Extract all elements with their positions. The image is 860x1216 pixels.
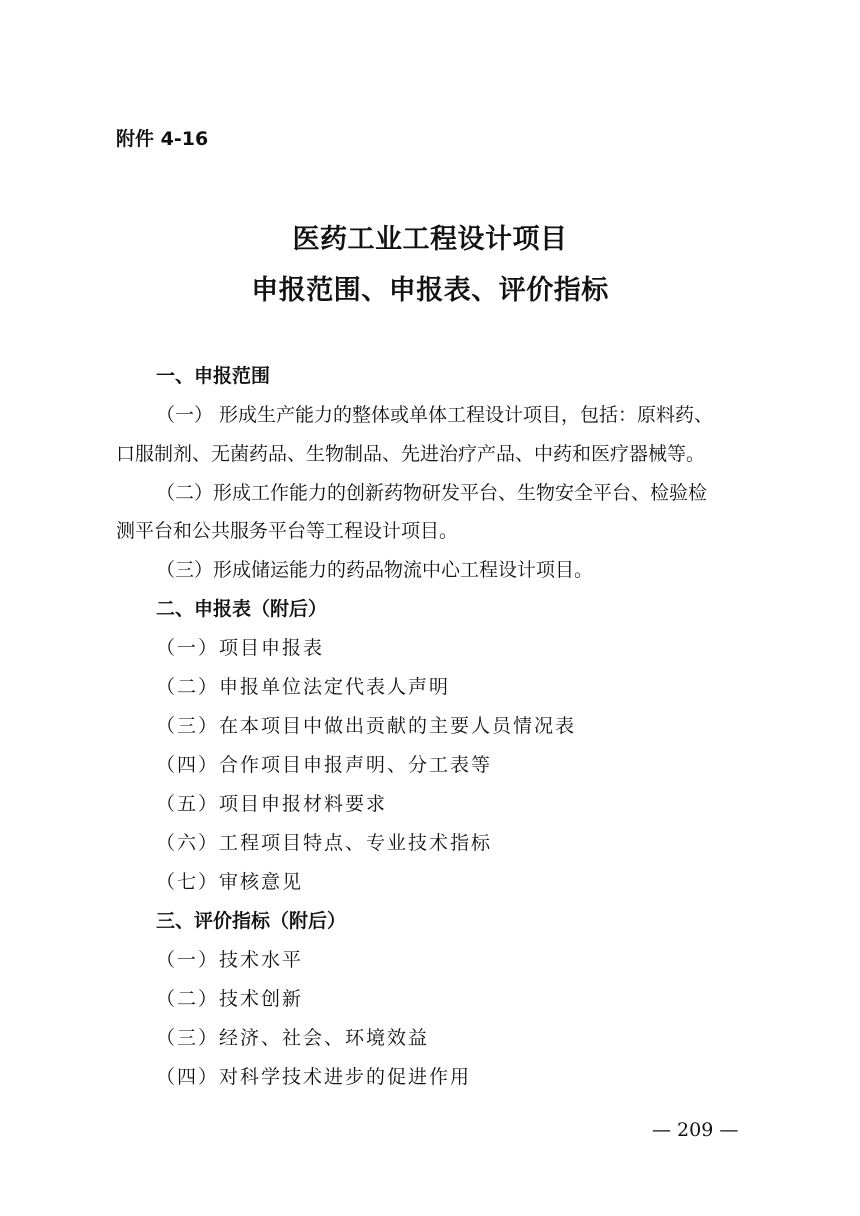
forms-item: （二）申报单位法定代表人声明: [156, 676, 451, 698]
scope-item-1-line-2: 口服制剂、无菌药品、生物制品、先进治疗产品、中药和医疗器械等。: [116, 443, 706, 465]
forms-item: （五）项目申报材料要求: [156, 793, 388, 815]
scope-item-2-line-1: （二）形成工作能力的创新药物研发平台、生物安全平台、检验检: [156, 482, 708, 504]
section-heading-scope: 一、申报范围: [156, 365, 271, 387]
forms-item: （七）审核意见: [156, 871, 304, 893]
page-number: — 209 —: [652, 1119, 739, 1141]
attachment-label: 附件 4-16: [116, 128, 209, 150]
section-heading-criteria: 三、评价指标（附后）: [156, 910, 347, 932]
scope-item-3: （三）形成储运能力的药品物流中心工程设计项目。: [156, 559, 594, 581]
section-heading-forms: 二、申报表（附后）: [156, 598, 328, 620]
forms-item: （三）在本项目中做出贡献的主要人员情况表: [156, 715, 577, 737]
criteria-item: （一）技术水平: [156, 949, 304, 971]
scope-item-1-line-1: （一） 形成生产能力的整体或单体工程设计项目，包括：原料药、: [156, 404, 714, 426]
document-title-line-2: 申报范围、申报表、评价指标: [251, 275, 609, 306]
document-title-line-1: 医药工业工程设计项目: [292, 224, 568, 255]
criteria-item: （三）经济、社会、环境效益: [156, 1027, 430, 1049]
forms-item: （四）合作项目申报声明、分工表等: [156, 754, 493, 776]
forms-item: （一）项目申报表: [156, 637, 325, 659]
scope-item-2-line-2: 测平台和公共服务平台等工程设计项目。: [116, 520, 459, 542]
forms-item: （六）工程项目特点、专业技术指标: [156, 832, 493, 854]
criteria-item: （二）技术创新: [156, 988, 304, 1010]
criteria-item: （四）对科学技术进步的促进作用: [156, 1066, 472, 1088]
